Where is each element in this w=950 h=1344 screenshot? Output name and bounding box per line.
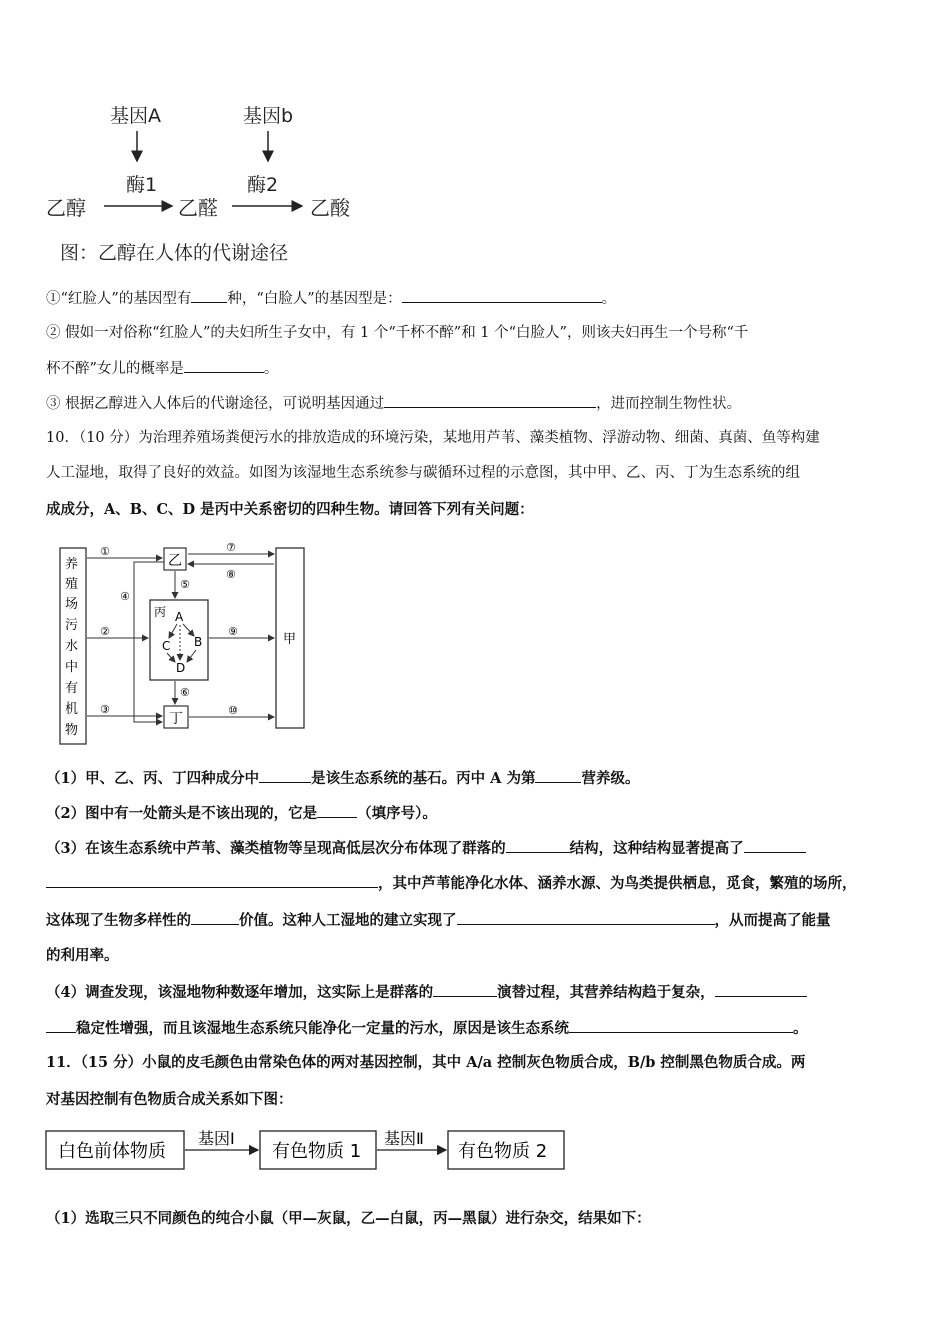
org-d: D	[176, 661, 186, 675]
label-4: ④	[120, 590, 130, 603]
acetaldehyde-label: 乙醛	[178, 196, 218, 220]
acetic-acid-label: 乙酸	[310, 196, 350, 220]
label-1: ①	[100, 545, 110, 558]
gene2-label: 基因Ⅱ	[384, 1129, 424, 1148]
q10-part4-line2: 稳定性增强，而且该湿地生态系统只能净化一定量的污水，原因是该生态系统 。	[46, 1018, 808, 1039]
ethanol-label: 乙醇	[46, 196, 86, 220]
q10-intro-line3: 成成分，A、B、C、D 是丙中关系密切的四种生物。请回答下列有关问题：	[46, 501, 534, 518]
carbon-cycle-diagram	[54, 540, 314, 745]
label-7: ⑦	[226, 541, 236, 554]
gene-b-label: 基因b	[243, 105, 294, 127]
label-5: ⑤	[180, 578, 190, 591]
figure-caption: 图：乙醇在人体的代谢途径	[60, 242, 289, 264]
q10-intro-line1: 10．（10 分）为治理养殖场粪便污水的排放造成的环境污染，某地用芦苇、藻类植物、浮游动物、细菌、真菌、鱼等构建	[46, 430, 820, 446]
q9-part2-line1: ② 假如一对俗称“红脸人”的夫妇所生子女中，有 1 个“千杯不醉”和 1 个“白脸人”，则该夫妇再生一个号称“千	[46, 325, 749, 341]
source-char: 殖	[65, 577, 79, 592]
source-char: 有	[65, 681, 79, 696]
q10-part1: （1）甲、乙、丙、丁四种成分中 是该生态系统的基石。丙中 A 为第 营养级。	[46, 770, 640, 787]
source-char: 水	[65, 639, 79, 654]
enzyme2-label: 酶2	[247, 174, 279, 196]
q9-part1: ①“红脸人”的基因型有 种，“白脸人”的基因型是： 。	[46, 288, 616, 309]
white-precursor-label: 白色前体物质	[58, 1141, 166, 1162]
q11-intro-line2: 对基因控制有色物质合成关系如下图：	[46, 1091, 293, 1108]
source-char: 中	[65, 660, 79, 675]
label-10: ⑩	[228, 704, 238, 717]
a-to-c-arrow	[169, 624, 177, 638]
label-2: ②	[100, 625, 110, 638]
yi-label: 乙	[168, 553, 182, 569]
org-b: B	[194, 635, 203, 649]
source-char: 物	[65, 723, 79, 738]
b-to-d-arrow	[187, 650, 196, 662]
bing-label: 丙	[154, 605, 167, 619]
label-9: ⑨	[228, 625, 238, 638]
c-to-d-arrow	[167, 653, 175, 662]
q11-part1: （1）选取三只不同颜色的纯合小鼠（甲—灰鼠，乙—白鼠，丙—黑鼠）进行杂交，结果如下：	[46, 1210, 651, 1227]
q10-intro-line2: 人工湿地，取得了良好的效益。如图为该湿地生态系统参与碳循环过程的示意图，其中甲、乙、丙、丁为生态系统的组	[46, 465, 800, 481]
q9-part3: ③ 根据乙醇进入人体后的代谢途径，可说明基因通过 ，进而控制生物性状。	[46, 393, 741, 414]
source-char: 机	[65, 702, 79, 717]
a-to-b-arrow	[183, 624, 194, 636]
org-a: A	[175, 610, 184, 624]
q10-part4-line1: （4）调查发现，该湿地物种数逐年增加，这实际上是群落的 演替过程，其营养结构趋于复杂，	[46, 982, 807, 1003]
source-char: 污	[65, 618, 79, 633]
pigment-pathway-figure	[44, 1128, 574, 1178]
q10-part3-line4: 的利用率。	[46, 947, 119, 964]
enzyme1-label: 酶1	[126, 174, 158, 196]
source-char: 养	[65, 557, 79, 572]
source-char: 场	[65, 597, 79, 612]
label-6: ⑥	[180, 686, 190, 699]
q10-part3-line3: 这体现了生物多样性的 价值。这种人工湿地的建立实现了 ，从而提高了能量	[46, 912, 831, 929]
q9-part2-line2: 杯不醉”女儿的概率是 。	[46, 358, 278, 379]
pigment1-label: 有色物质 1	[272, 1141, 362, 1162]
arrow-4	[134, 562, 167, 722]
pigment2-label: 有色物质 2	[458, 1141, 548, 1162]
q10-part3-line2: ，其中芦苇能净化水体、涵养水源、为鸟类提供栖息，觅食，繁殖的场所，	[46, 873, 857, 894]
gene-a-label: 基因A	[110, 105, 161, 127]
gene1-label: 基因Ⅰ	[198, 1129, 235, 1148]
ethanol-metabolism-figure	[40, 95, 380, 275]
label-3: ③	[100, 703, 110, 716]
label-8: ⑧	[226, 568, 236, 581]
org-c: C	[162, 639, 171, 653]
q10-part3-line1: （3）在该生态系统中芦苇、藻类植物等呈现高低层次分布体现了群落的 结构，这种结构显著提高了	[46, 838, 806, 859]
q10-part2: （2）图中有一处箭头是不该出现的，它是 （填序号）。	[46, 805, 437, 822]
ding-label: 丁	[169, 711, 183, 727]
q11-intro-line1: 11．（15 分）小鼠的皮毛颜色由常染色体的两对基因控制，其中 A/a 控制灰色物质合成，B/b 控制黑色物质合成。两	[46, 1054, 806, 1071]
jia-label: 甲	[283, 632, 297, 647]
